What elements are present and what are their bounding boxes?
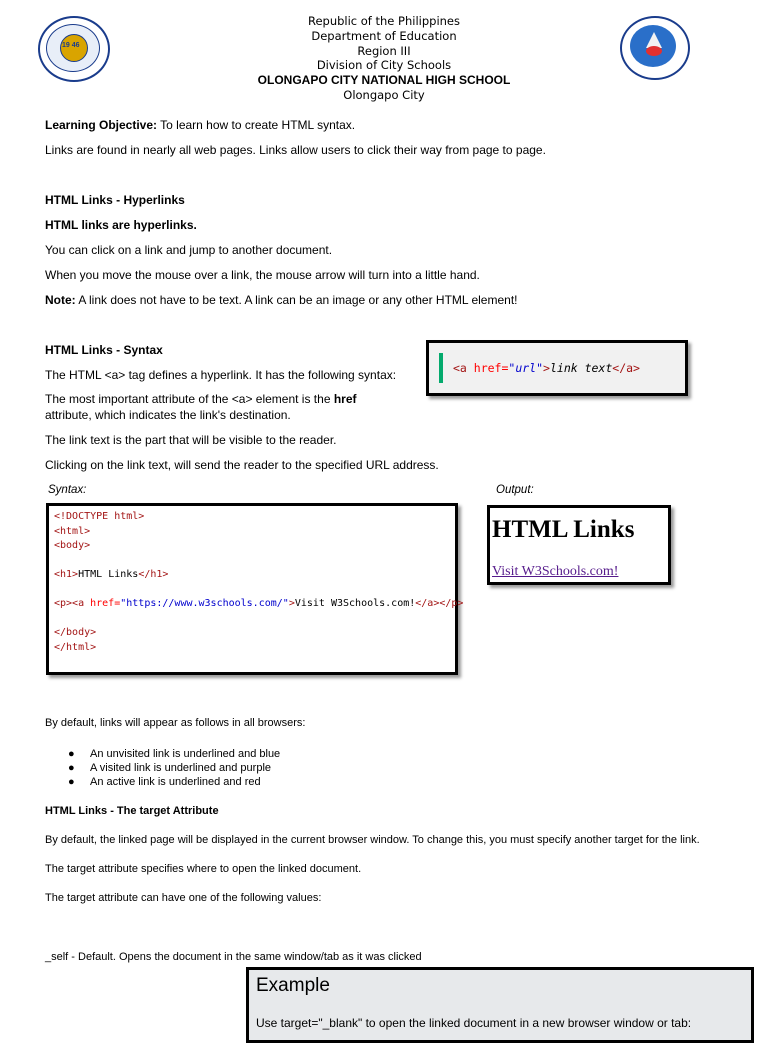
output-heading: HTML Links [492,516,635,543]
defaults-list [68,747,281,789]
learning-objective [45,118,355,132]
output-box [487,505,671,585]
syntax-snippet: <a href="url">link text</a> [453,361,640,375]
list-item: ● An active link is underlined and red [68,776,261,788]
hyperlinks-p2: When you move the mouse over a link, the mouse arrow will turn into a little hand. [45,268,480,282]
header-line-2: Department of Education [311,29,457,43]
defaults-intro: By default, links will appear as follows in all browsers: [45,717,306,729]
syntax-p1: The HTML <a> tag defines a hyperlink. It has the following syntax: [45,368,397,382]
code-example: <!DOCTYPE html> <html> <body> <h1>HTML Links</h1> <p><a href="https://www.w3schools.com/">Visit W3Schools.com!</a></p> </body> </html> [54,511,464,653]
links-intro: Links are found in nearly all web pages. Links allow users to click their way from page to page. [45,143,546,157]
objective-label: Learning Objective: [45,118,158,132]
seal-years: 19 46 [62,42,80,49]
header-line-4: Division of City Schools [316,58,452,72]
hyperlinks-p1: You can click on a link and jump to another document. [45,243,333,257]
syntax-heading: HTML Links - Syntax [45,343,163,357]
target-p2: The target attribute specifies where to open the linked document. [45,863,362,875]
target-p3: The target attribute can have one of the following values: [45,892,322,904]
syntax-p2-cont: attribute, which indicates the link's destination. [45,408,291,422]
list-item: ● A visited link is underlined and purple [68,762,272,774]
example-box [246,967,754,1043]
header-line-1: Republic of the Philippines [307,14,461,28]
output-label: Output: [496,484,534,496]
example-box-text: Use target="_blank" to open the linked document in a new browser window or tab: [256,1016,692,1030]
syntax-p2: The most important attribute of the <a> element is the href [45,392,357,406]
header-line-3: Region III [357,44,411,58]
hyperlinks-note [45,293,518,307]
target-self: _self - Default. Opens the document in the same window/tab as it was clicked [45,951,422,963]
objective-text: To learn how to create HTML syntax. [157,118,356,132]
hyperlinks-subheading: HTML links are hyperlinks. [45,218,197,232]
syntax-p3: The link text is the part that will be visible to the reader. [45,433,337,447]
example-box-title: Example [256,975,330,996]
note-text: A link does not have to be text. A link can be an image or any other HTML element! [75,293,518,307]
header-city: Olongapo City [343,88,425,102]
target-heading: HTML Links - The target Attribute [45,805,219,817]
syntax-label: Syntax: [48,484,87,496]
note-label: Note: [45,293,76,307]
syntax-p4: Clicking on the link text, will send the reader to the specified URL address. [45,458,439,472]
output-link[interactable]: Visit W3Schools.com! [492,564,619,579]
code-example-box [46,503,464,675]
list-item: ● An unvisited link is underlined and blue [68,748,281,760]
syntax-snippet-box [426,340,688,396]
hyperlinks-heading: HTML Links - Hyperlinks [45,193,185,207]
school-name: OLONGAPO CITY NATIONAL HIGH SCHOOL [257,73,511,87]
target-p1: By default, the linked page will be displayed in the current browser window. To change this, you must specify another target for the link. [45,834,700,846]
